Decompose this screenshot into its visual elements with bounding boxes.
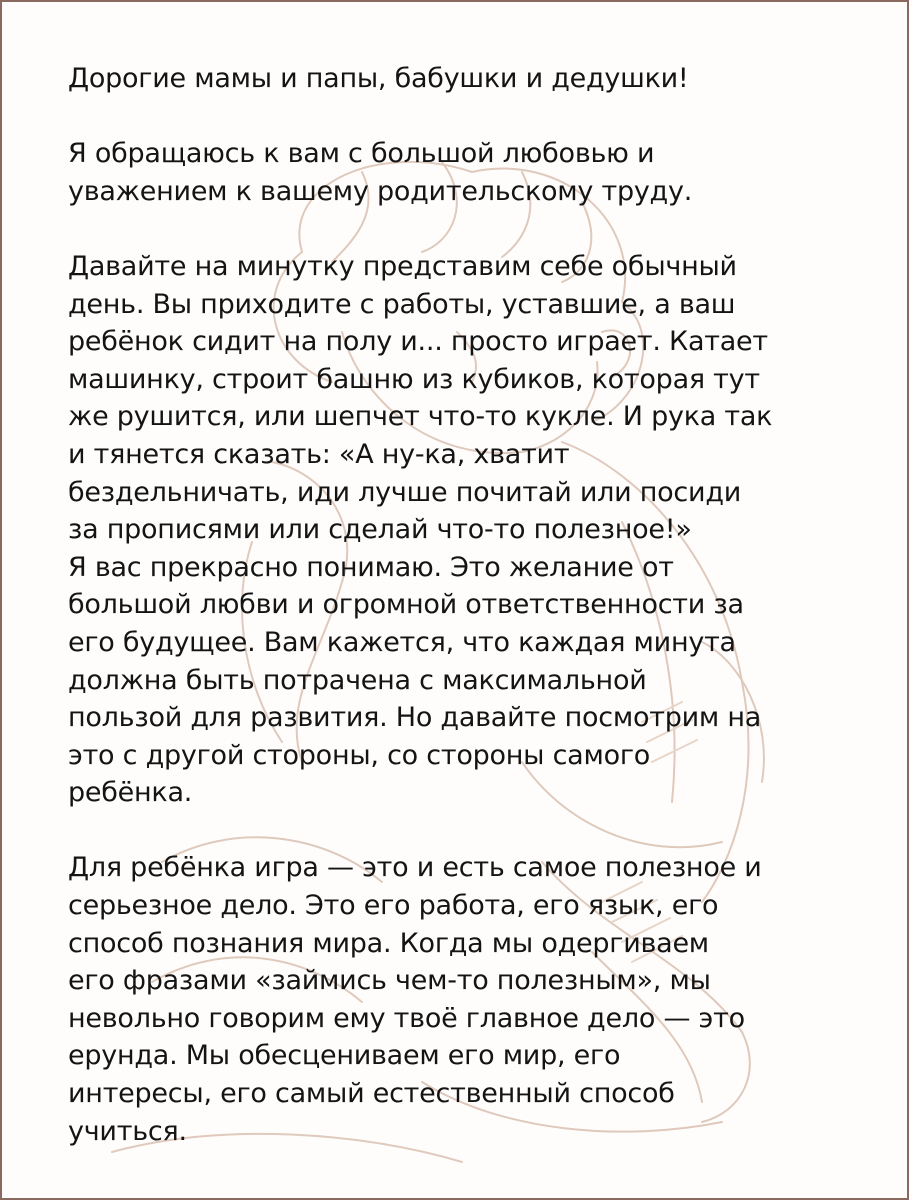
text-line: большой любви и огромной ответственности за — [68, 589, 744, 621]
text-line: невольно говорим ему твоё главное дело — это — [68, 1002, 745, 1034]
letter-text — [68, 60, 868, 1150]
text-line: способ познания мира. Когда мы одергиваем — [68, 927, 709, 959]
text-line: день. Вы приходите с работы, уставшие, а ваш — [68, 288, 736, 320]
text-line: бездельничать, иди лучше почитай или посиди — [68, 476, 742, 508]
text-line: машинку, строит башню из кубиков, которая тут — [68, 363, 760, 395]
text-line: Я обращаюсь к вам с большой любовью и — [68, 138, 655, 170]
text-line: учиться. — [68, 1115, 187, 1147]
greeting: Дорогие мамы и папы, бабушки и дедушки! — [68, 63, 689, 94]
text-line: должна быть потрачена с максимальной — [68, 664, 647, 696]
text-line: же рушится, или шепчет что-то кукле. И рука так — [68, 401, 773, 433]
text-line: пользой для развития. Но давайте посмотрим на — [68, 702, 762, 734]
text-line: уважением к вашему родительскому труду. — [68, 175, 693, 207]
text-line: интересы, его самый естественный способ — [68, 1078, 675, 1110]
text-line: ребёнок сидит на полу и... просто играет. Катает — [68, 326, 768, 358]
paragraph-gap — [68, 812, 868, 850]
text-line: Я вас прекрасно понимаю. Это желание от — [68, 551, 674, 583]
text-line: Давайте на минутку представим себе обычный — [68, 250, 737, 282]
paragraph-gap — [68, 210, 868, 248]
text-line: ребёнка. — [68, 777, 193, 809]
text-line: ерунда. Мы обесцениваем его мир, его — [68, 1040, 621, 1072]
paragraph-gap — [68, 98, 868, 136]
text-line: Для ребёнка игра — это и есть самое полезное и — [68, 852, 762, 884]
text-line: его будущее. Вам кажется, что каждая минута — [68, 626, 736, 658]
text-line: за прописями или сделай что-то полезное!» — [68, 514, 692, 546]
text-line: его фразами «займись чем-то полезным», мы — [68, 965, 711, 997]
text-line: и тянется сказать: «А ну-ка, хватит — [68, 438, 570, 470]
text-line: серьезное дело. Это его работа, его язык, его — [68, 890, 719, 922]
text-line: это с другой стороны, со стороны самого — [68, 739, 651, 771]
